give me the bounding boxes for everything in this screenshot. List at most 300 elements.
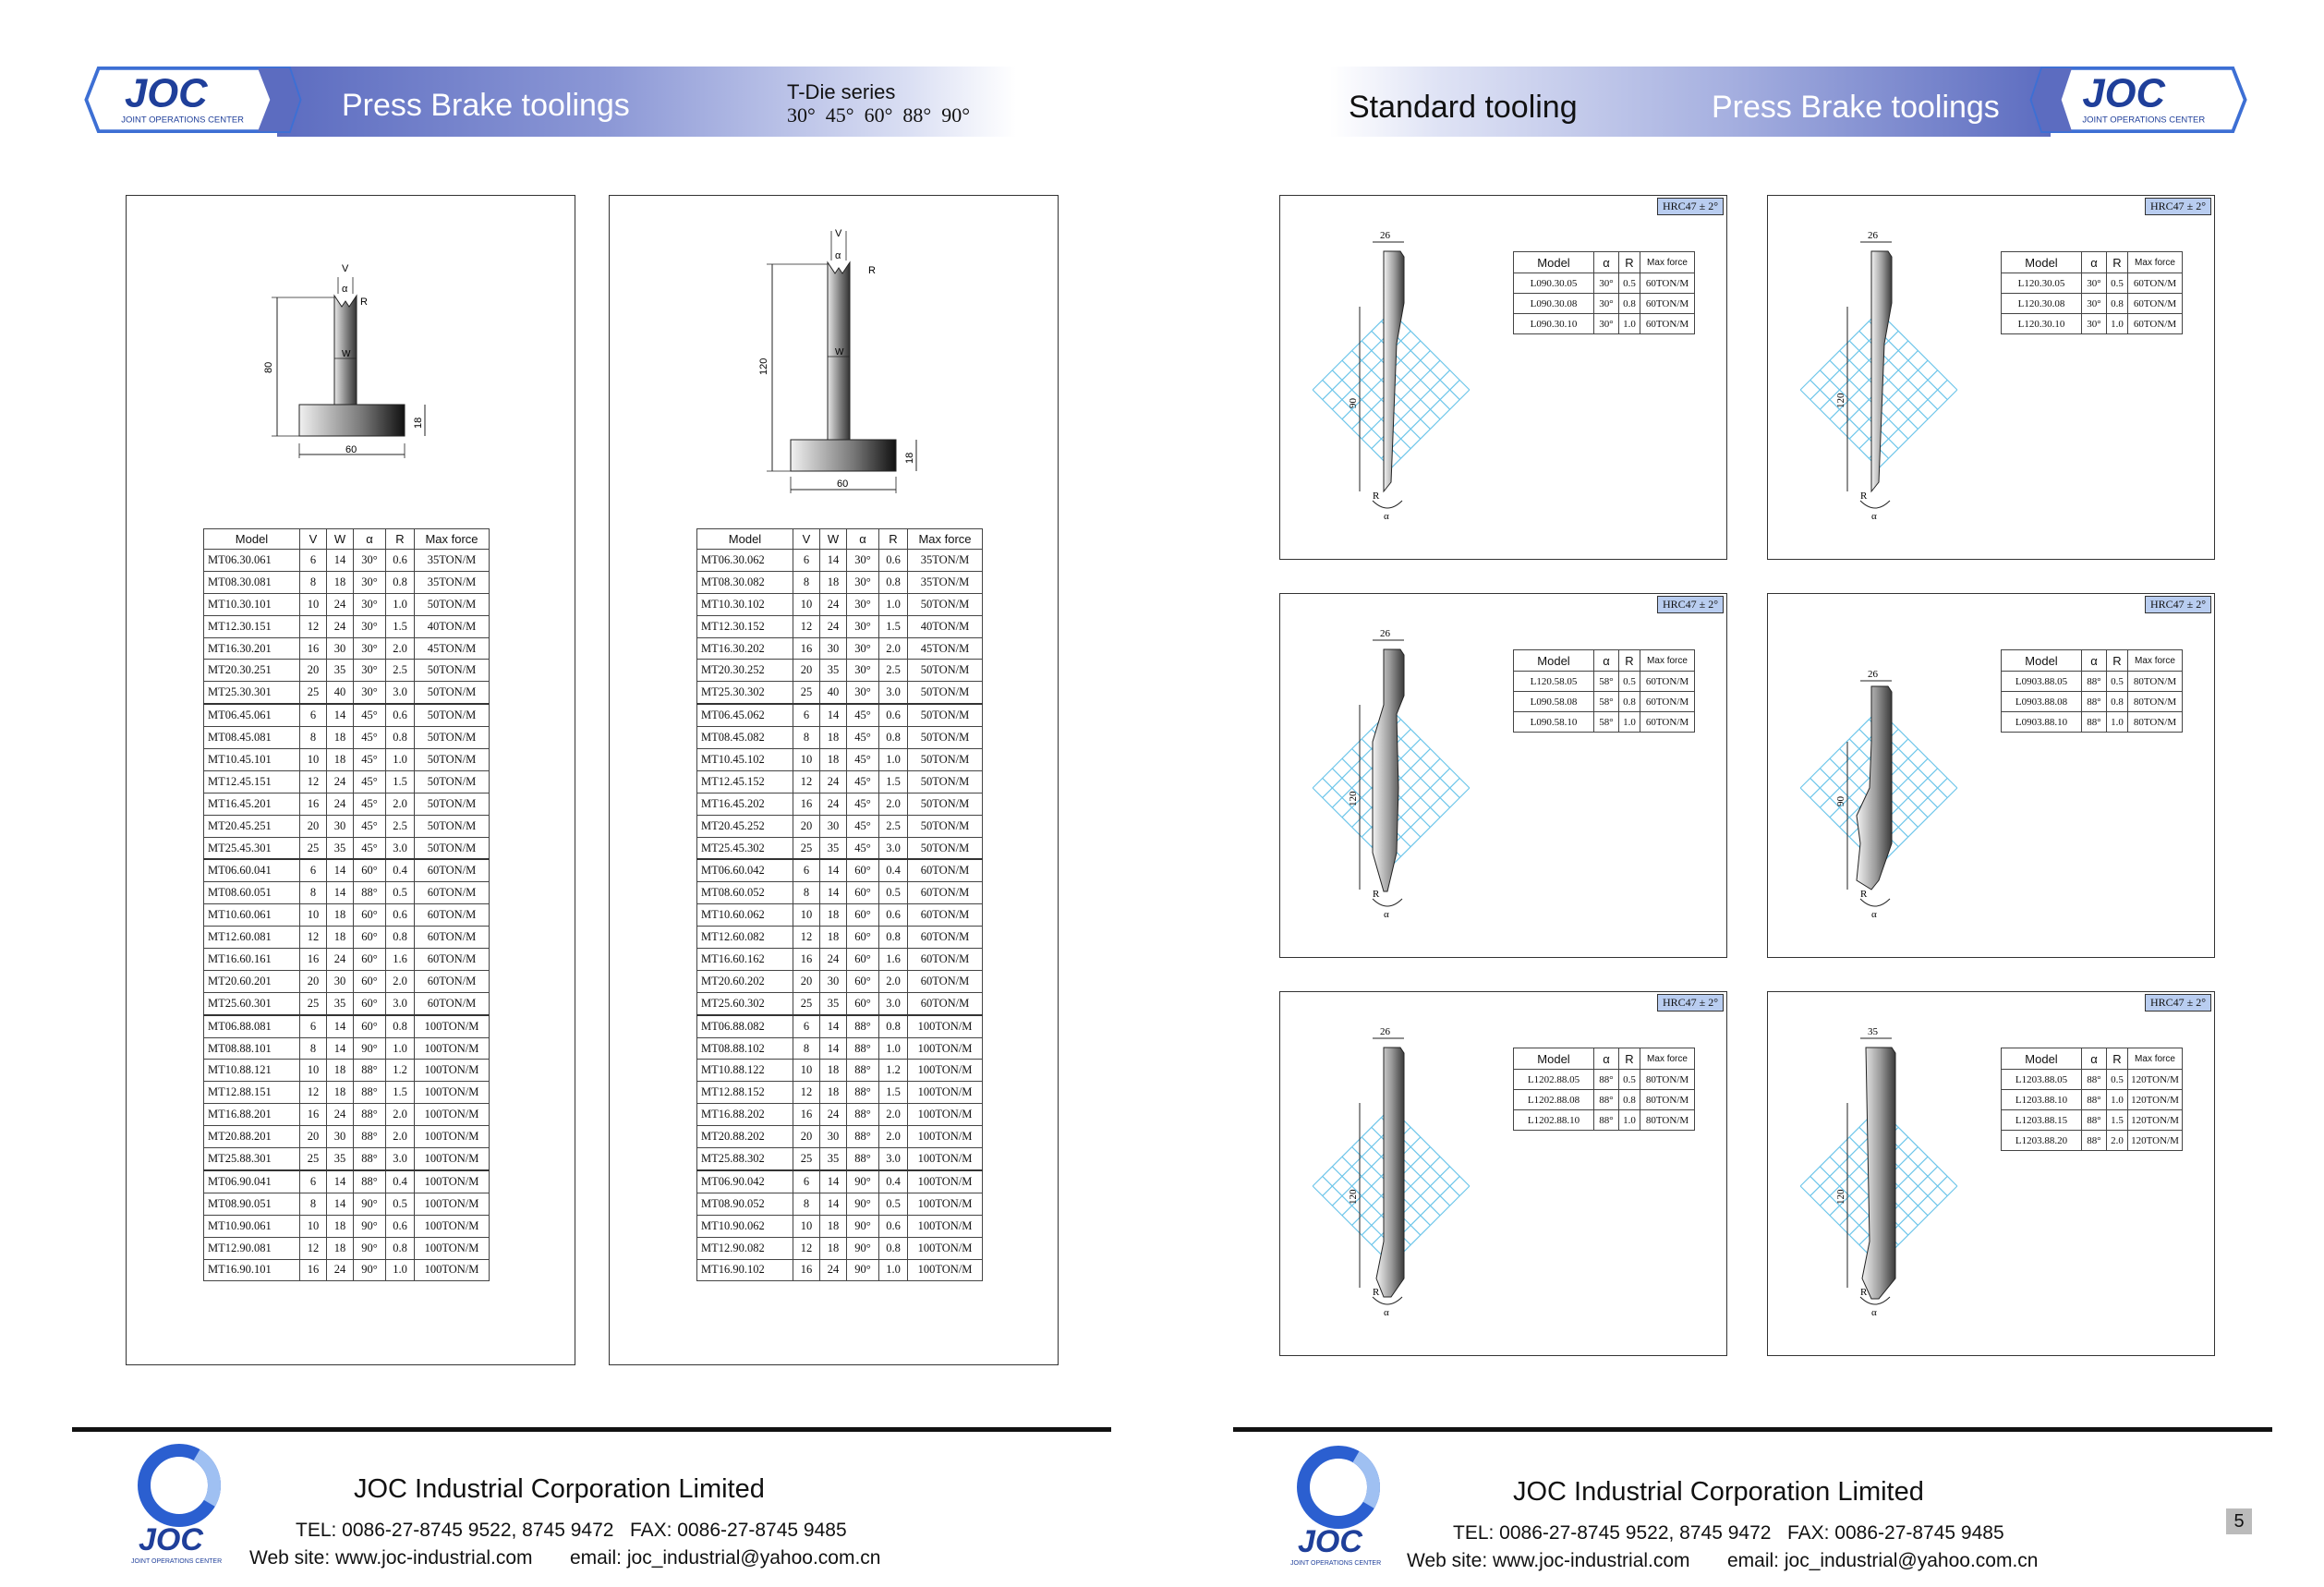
cell-v: 20 [300, 815, 327, 837]
cell-max-force: 35TON/M [415, 571, 490, 593]
cell-alpha: 88° [2082, 1131, 2107, 1151]
table-row [204, 1237, 490, 1259]
cell-v: 10 [300, 904, 327, 927]
table-row [204, 970, 490, 992]
cell-r: 0.6 [879, 550, 908, 572]
table-row [697, 1037, 983, 1060]
cell-model: MT08.30.081 [204, 571, 300, 593]
cell-v: 12 [793, 1237, 820, 1259]
footer-company-left: JOC Industrial Corporation Limited [354, 1474, 765, 1504]
cell-alpha: 58° [1594, 692, 1619, 712]
cell-v: 20 [300, 970, 327, 992]
cell-r: 0.8 [386, 927, 415, 949]
cell-model: MT08.88.101 [204, 1037, 300, 1060]
tdie-left-v: V [342, 263, 349, 274]
cell-model: MT10.90.061 [204, 1215, 300, 1237]
table-row [2002, 273, 2183, 294]
table-row [697, 927, 983, 949]
footer-email-right[interactable]: email: joc_industrial@yahoo.com.cn [1727, 1550, 2039, 1571]
cell-max-force: 50TON/M [415, 593, 490, 615]
cell-v: 20 [793, 970, 820, 992]
cell-r: 0.6 [386, 1215, 415, 1237]
cell-v: 20 [300, 660, 327, 682]
table-row [697, 904, 983, 927]
punch-drawing [1786, 205, 1971, 547]
cell-max-force: 80TON/M [1640, 1110, 1695, 1131]
footer-rule-left [72, 1427, 1111, 1432]
footer-email-left[interactable]: email: joc_industrial@yahoo.com.cn [570, 1547, 881, 1569]
th-model: Model [2002, 1048, 2082, 1070]
cell-model: MT16.30.202 [697, 637, 793, 660]
cell-max-force: 50TON/M [415, 815, 490, 837]
cell-w: 35 [820, 837, 847, 859]
cell-alpha: 45° [354, 727, 386, 749]
table-row [204, 859, 490, 881]
cell-w: 18 [327, 1237, 354, 1259]
cell-v: 16 [300, 637, 327, 660]
tdie-table-right [696, 528, 983, 1281]
th-model: Model [1514, 252, 1594, 273]
cell-alpha: 60° [354, 859, 386, 881]
table-row [2002, 692, 2183, 712]
height-dimension: 90 [1348, 398, 1359, 408]
table-row [204, 1259, 490, 1281]
cell-v: 10 [300, 749, 327, 771]
cell-alpha: 90° [354, 1193, 386, 1215]
punch-spec-table [2001, 1048, 2183, 1151]
cell-r: 0.8 [879, 727, 908, 749]
table-row [697, 727, 983, 749]
cell-r: 0.8 [879, 571, 908, 593]
table-row [697, 1015, 983, 1037]
cell-w: 14 [820, 882, 847, 904]
cell-r: 1.5 [879, 770, 908, 793]
th-alpha: α [847, 529, 879, 550]
cell-max-force: 60TON/M [1640, 692, 1695, 712]
cell-v: 8 [300, 882, 327, 904]
cell-alpha: 45° [847, 793, 879, 815]
cell-model: MT06.88.081 [204, 1015, 300, 1037]
cell-model: MT16.60.162 [697, 949, 793, 971]
cell-max-force: 60TON/M [2128, 294, 2183, 314]
cell-model: MT06.45.061 [204, 704, 300, 726]
cell-w: 18 [327, 1060, 354, 1082]
cell-r: 0.5 [1619, 1070, 1640, 1090]
cell-alpha: 88° [1594, 1070, 1619, 1090]
th-r: R [1619, 252, 1640, 273]
cell-max-force: 50TON/M [908, 727, 983, 749]
cell-model: MT08.45.082 [697, 727, 793, 749]
cell-model: MT10.45.102 [697, 749, 793, 771]
cell-max-force: 50TON/M [415, 749, 490, 771]
th-model: Model [697, 529, 793, 550]
cell-v: 10 [300, 1215, 327, 1237]
tdie-right-base [791, 440, 896, 471]
cell-max-force: 60TON/M [415, 992, 490, 1014]
cell-alpha: 88° [1594, 1090, 1619, 1110]
table-row [697, 949, 983, 971]
cell-w: 14 [820, 1193, 847, 1215]
table-row [204, 815, 490, 837]
table-row [2002, 1070, 2183, 1090]
cell-w: 30 [327, 815, 354, 837]
cell-r: 2.5 [386, 660, 415, 682]
table-row [204, 1082, 490, 1104]
cell-r: 2.0 [879, 970, 908, 992]
table-row [2002, 1090, 2183, 1110]
th-alpha: α [354, 529, 386, 550]
cell-alpha: 30° [2082, 314, 2107, 334]
cell-w: 30 [327, 637, 354, 660]
footer-logo-right-word: JOC [1298, 1524, 1362, 1559]
cell-model: MT06.60.042 [697, 859, 793, 881]
cell-r: 0.6 [386, 550, 415, 572]
cell-max-force: 80TON/M [2128, 672, 2183, 692]
cell-alpha: 45° [847, 815, 879, 837]
hardness-badge: HRC47 ± 2° [1657, 198, 1724, 215]
cell-r: 2.5 [879, 660, 908, 682]
th-max-force: Max force [415, 529, 490, 550]
table-row [204, 837, 490, 859]
angle-label: α [1384, 1307, 1389, 1318]
cell-w: 35 [327, 660, 354, 682]
table-row [204, 1015, 490, 1037]
cell-max-force: 100TON/M [415, 1015, 490, 1037]
cell-alpha: 88° [847, 1104, 879, 1126]
cell-max-force: 60TON/M [908, 949, 983, 971]
table-row [697, 815, 983, 837]
cell-model: MT20.30.251 [204, 660, 300, 682]
cell-v: 8 [793, 727, 820, 749]
punch-panel [1279, 991, 1727, 1356]
cell-max-force: 60TON/M [1640, 712, 1695, 733]
cell-v: 20 [793, 1126, 820, 1148]
cell-v: 6 [300, 1170, 327, 1193]
cell-r: 1.2 [386, 1060, 415, 1082]
cell-model: MT10.30.102 [697, 593, 793, 615]
cell-model: L1203.88.20 [2002, 1131, 2082, 1151]
table-row [697, 1060, 983, 1082]
cell-alpha: 30° [847, 660, 879, 682]
cell-r: 0.8 [879, 1237, 908, 1259]
cell-r: 3.0 [386, 837, 415, 859]
cell-v: 16 [793, 793, 820, 815]
cell-max-force: 100TON/M [415, 1170, 490, 1193]
cell-w: 14 [820, 550, 847, 572]
table-row [697, 571, 983, 593]
radius-label: R [1373, 889, 1380, 900]
cell-max-force: 80TON/M [2128, 712, 2183, 733]
table-row [2002, 712, 2183, 733]
cell-model: L120.30.08 [2002, 294, 2082, 314]
th-r: R [1619, 1048, 1640, 1070]
tdie-right-alpha: α [835, 250, 841, 261]
table-row [1514, 672, 1695, 692]
cell-max-force: 50TON/M [415, 793, 490, 815]
cell-max-force: 50TON/M [415, 837, 490, 859]
cell-v: 16 [300, 949, 327, 971]
table-row [2002, 314, 2183, 334]
cell-model: MT25.45.301 [204, 837, 300, 859]
cell-model: MT06.88.082 [697, 1015, 793, 1037]
cell-alpha: 90° [847, 1193, 879, 1215]
cell-r: 0.5 [1619, 273, 1640, 294]
cell-w: 35 [820, 1148, 847, 1170]
cell-max-force: 120TON/M [2128, 1090, 2183, 1110]
cell-model: MT06.90.042 [697, 1170, 793, 1193]
table-row [2002, 294, 2183, 314]
cell-r: 0.5 [2107, 273, 2128, 294]
cell-alpha: 88° [354, 1148, 386, 1170]
cell-r: 2.0 [879, 793, 908, 815]
table-row [204, 637, 490, 660]
table-row [1514, 1110, 1695, 1131]
page-number: 5 [2226, 1508, 2252, 1534]
cell-v: 8 [793, 1193, 820, 1215]
cell-w: 18 [327, 749, 354, 771]
footer-web-right[interactable]: Web site: www.joc-industrial.com [1407, 1550, 1690, 1571]
cell-v: 25 [793, 1148, 820, 1170]
cell-v: 16 [300, 1104, 327, 1126]
cell-r: 0.6 [386, 904, 415, 927]
cell-max-force: 100TON/M [908, 1037, 983, 1060]
th-alpha: α [1594, 1048, 1619, 1070]
table-row [204, 1126, 490, 1148]
table-row [697, 882, 983, 904]
cell-model: L0903.88.05 [2002, 672, 2082, 692]
cell-r: 2.5 [386, 815, 415, 837]
cell-w: 18 [820, 904, 847, 927]
cell-r: 3.0 [386, 1148, 415, 1170]
cell-v: 6 [793, 859, 820, 881]
cell-model: MT10.45.101 [204, 749, 300, 771]
cell-model: MT06.30.061 [204, 550, 300, 572]
cell-r: 2.0 [386, 1126, 415, 1148]
table-row [697, 660, 983, 682]
tdie-left-height: 80 [263, 361, 274, 373]
cell-model: L090.58.08 [1514, 692, 1594, 712]
cell-model: L1202.88.05 [1514, 1070, 1594, 1090]
hardness-badge: HRC47 ± 2° [2145, 994, 2211, 1012]
cell-alpha: 58° [1594, 712, 1619, 733]
th-r: R [2107, 1048, 2128, 1070]
cell-w: 18 [820, 727, 847, 749]
footer-logo-left-word: JOC [139, 1522, 203, 1557]
cell-v: 10 [793, 904, 820, 927]
cell-w: 35 [327, 1148, 354, 1170]
cell-v: 25 [300, 837, 327, 859]
cell-max-force: 45TON/M [415, 637, 490, 660]
cell-v: 20 [793, 660, 820, 682]
cell-max-force: 35TON/M [908, 550, 983, 572]
cell-r: 1.5 [879, 1082, 908, 1104]
cell-w: 35 [327, 837, 354, 859]
cell-model: L1203.88.15 [2002, 1110, 2082, 1131]
punch-body [1857, 686, 1892, 890]
cell-max-force: 60TON/M [908, 927, 983, 949]
cell-r: 1.0 [1619, 1110, 1640, 1131]
cell-r: 2.0 [879, 1126, 908, 1148]
tdie-table-right-body [697, 550, 983, 1281]
cell-max-force: 50TON/M [415, 770, 490, 793]
cell-alpha: 88° [847, 1126, 879, 1148]
punch-spec-table [1513, 251, 1695, 334]
cell-model: MT16.88.202 [697, 1104, 793, 1126]
hardness-badge: HRC47 ± 2° [2145, 596, 2211, 613]
cell-model: MT25.30.301 [204, 682, 300, 704]
table-row [204, 704, 490, 726]
cell-r: 0.8 [2107, 692, 2128, 712]
cell-w: 14 [820, 704, 847, 726]
punch-panel [1279, 593, 1727, 958]
cell-alpha: 30° [1594, 294, 1619, 314]
cell-alpha: 45° [354, 749, 386, 771]
cell-alpha: 88° [847, 1060, 879, 1082]
table-row [204, 727, 490, 749]
cell-v: 6 [300, 704, 327, 726]
angle-label: α [1384, 909, 1389, 920]
cell-max-force: 120TON/M [2128, 1110, 2183, 1131]
left-header-title: Press Brake toolings [342, 88, 630, 123]
table-row [697, 1215, 983, 1237]
cell-r: 3.0 [879, 1148, 908, 1170]
cell-v: 8 [300, 571, 327, 593]
table-row [697, 837, 983, 859]
punch-table-header [1514, 252, 1695, 273]
cell-model: MT12.30.152 [697, 615, 793, 637]
cell-max-force: 50TON/M [415, 660, 490, 682]
cell-alpha: 30° [847, 615, 879, 637]
cell-w: 18 [820, 1215, 847, 1237]
table-row [2002, 1110, 2183, 1131]
cell-model: MT20.30.252 [697, 660, 793, 682]
cell-model: L1203.88.05 [2002, 1070, 2082, 1090]
cell-max-force: 100TON/M [908, 1148, 983, 1170]
cell-model: L090.30.10 [1514, 314, 1594, 334]
cell-alpha: 45° [847, 704, 879, 726]
cell-v: 25 [300, 992, 327, 1014]
cell-max-force: 60TON/M [1640, 294, 1695, 314]
cell-r: 1.0 [1619, 314, 1640, 334]
cell-model: MT12.90.082 [697, 1237, 793, 1259]
punch-drawing [1786, 603, 1971, 945]
cell-r: 1.0 [386, 749, 415, 771]
footer-web-left[interactable]: Web site: www.joc-industrial.com [249, 1547, 533, 1569]
cell-model: MT16.30.201 [204, 637, 300, 660]
cell-w: 24 [820, 1259, 847, 1281]
cell-r: 0.6 [386, 704, 415, 726]
series-title: T-Die series [787, 80, 896, 103]
cell-alpha: 30° [354, 593, 386, 615]
table-row [697, 637, 983, 660]
cell-model: MT10.60.062 [697, 904, 793, 927]
cell-r: 1.0 [386, 593, 415, 615]
cell-r: 1.0 [879, 749, 908, 771]
table-row [204, 793, 490, 815]
th-model: Model [204, 529, 300, 550]
cell-alpha: 60° [847, 927, 879, 949]
cell-alpha: 88° [2082, 1070, 2107, 1090]
cell-model: MT10.90.062 [697, 1215, 793, 1237]
cell-model: MT16.45.202 [697, 793, 793, 815]
cell-model: MT12.60.081 [204, 927, 300, 949]
cell-r: 0.8 [1619, 294, 1640, 314]
cell-model: MT08.60.052 [697, 882, 793, 904]
cell-max-force: 80TON/M [1640, 1090, 1695, 1110]
punch-panel [1767, 991, 2215, 1356]
left-header-logo-sub: JOINT OPERATIONS CENTER [121, 115, 245, 126]
table-row [204, 615, 490, 637]
table-row [204, 593, 490, 615]
punch-table-header [1514, 650, 1695, 672]
table-row [697, 1148, 983, 1170]
radius-label: R [1860, 491, 1868, 502]
cell-r: 0.8 [879, 927, 908, 949]
table-row [697, 992, 983, 1014]
punch-body [1862, 1048, 1895, 1299]
cell-max-force: 60TON/M [1640, 273, 1695, 294]
cell-alpha: 30° [1594, 273, 1619, 294]
angle-label: α [1871, 511, 1877, 522]
cell-max-force: 100TON/M [415, 1237, 490, 1259]
cell-w: 14 [820, 1015, 847, 1037]
cell-w: 24 [820, 793, 847, 815]
cell-max-force: 100TON/M [908, 1259, 983, 1281]
cell-v: 12 [300, 770, 327, 793]
cell-v: 6 [793, 1015, 820, 1037]
cell-max-force: 60TON/M [1640, 314, 1695, 334]
cell-r: 1.0 [2107, 712, 2128, 733]
cell-model: MT25.88.301 [204, 1148, 300, 1170]
table-row [204, 1037, 490, 1060]
table-row [697, 1170, 983, 1193]
cell-w: 14 [820, 1037, 847, 1060]
th-max-force: Max force [2128, 1048, 2183, 1070]
left-header-logo [81, 67, 303, 133]
cell-w: 14 [327, 1015, 354, 1037]
cell-model: MT08.90.052 [697, 1193, 793, 1215]
punch-drawing [1299, 205, 1483, 547]
cell-model: MT12.45.151 [204, 770, 300, 793]
table-row [1514, 273, 1695, 294]
cell-model: MT12.88.151 [204, 1082, 300, 1104]
cell-w: 18 [327, 571, 354, 593]
cell-r: 0.4 [879, 1170, 908, 1193]
punch-panel [1767, 195, 2215, 560]
angle-label: α [1871, 1307, 1877, 1318]
cell-w: 24 [820, 1104, 847, 1126]
cell-max-force: 100TON/M [908, 1170, 983, 1193]
tdie-right-w: W [835, 347, 844, 357]
cell-w: 18 [327, 904, 354, 927]
cell-max-force: 60TON/M [2128, 314, 2183, 334]
tdie-left-foot: 18 [413, 417, 424, 429]
cell-alpha: 60° [847, 904, 879, 927]
table-row [697, 682, 983, 704]
cell-alpha: 90° [354, 1237, 386, 1259]
cell-w: 35 [820, 660, 847, 682]
cell-max-force: 60TON/M [415, 927, 490, 949]
table-row [204, 550, 490, 572]
cell-r: 0.8 [2107, 294, 2128, 314]
table-row [697, 704, 983, 726]
cell-v: 8 [300, 1037, 327, 1060]
table-row [1514, 1090, 1695, 1110]
punch-panel [1767, 593, 2215, 958]
cell-max-force: 35TON/M [415, 550, 490, 572]
cell-alpha: 88° [354, 1082, 386, 1104]
table-row [697, 1259, 983, 1281]
